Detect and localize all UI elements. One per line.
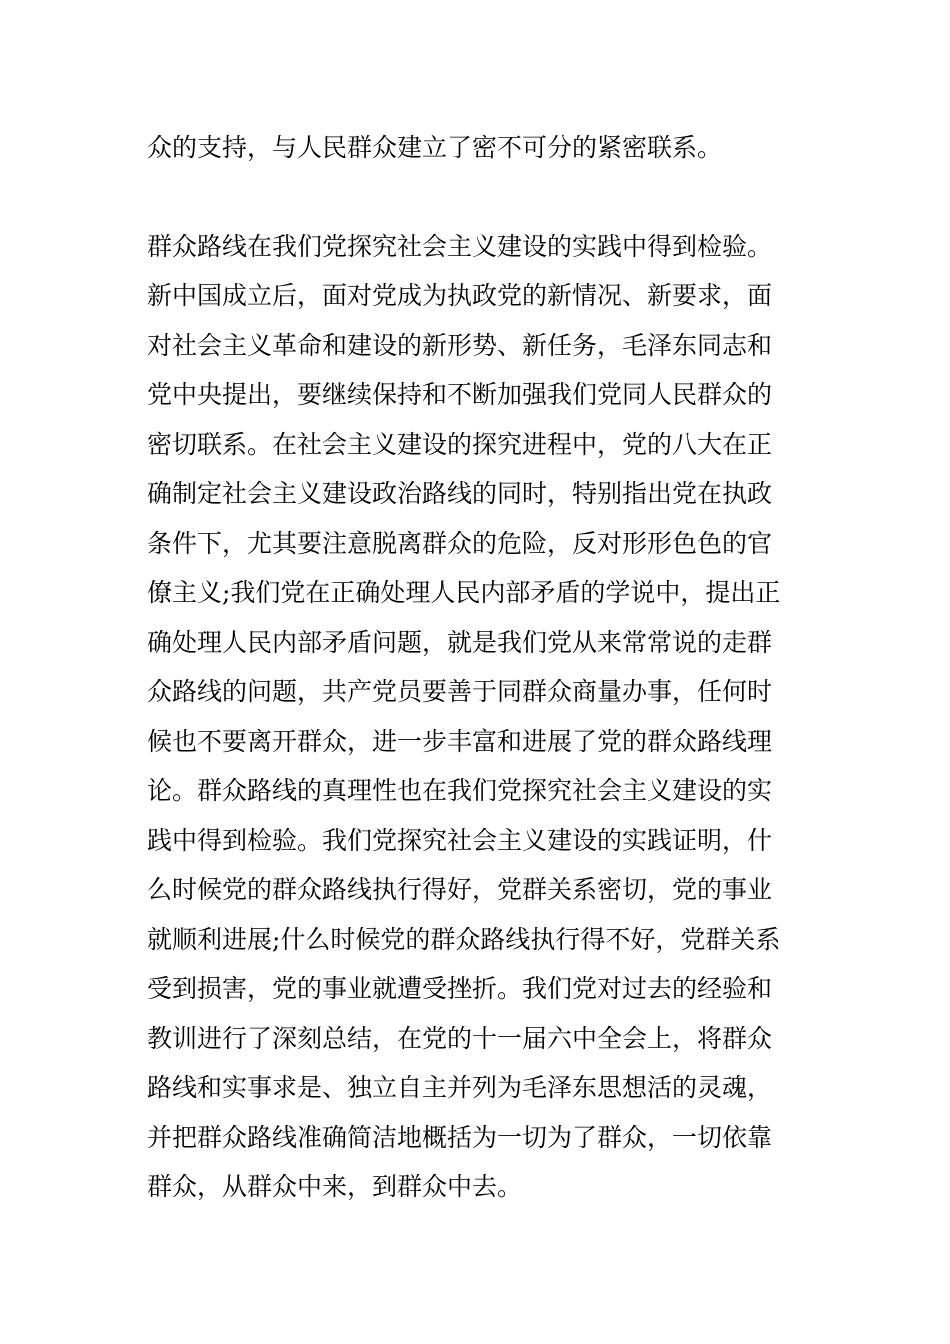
text-line: 论。群众路线的真理性也在我们党探究社会主义建设的实 xyxy=(147,776,773,805)
text-line: 就顺利进展;什么时候党的群众路线执行得不好，党群关系 xyxy=(147,925,781,954)
text-line: 并把群众路线准确简洁地概括为一切为了群众，一切依靠 xyxy=(147,1123,773,1152)
text-line: 候也不要离开群众，进一步丰富和进展了党的群众路线理 xyxy=(147,727,773,756)
text-line: 僚主义;我们党在正确处理人民内部矛盾的学说中，提出正 xyxy=(147,578,781,607)
text-line: 群众，从群众中来，到群众中去。 xyxy=(147,1172,523,1201)
text-line: 条件下，尤其要注意脱离群众的危险，反对形形色色的官 xyxy=(147,529,773,558)
text-line: 受到损害，党的事业就遭受挫折。我们党对过去的经验和 xyxy=(147,974,773,1003)
text-line: 对社会主义革命和建设的新形势、新任务，毛泽东同志和 xyxy=(147,331,773,360)
text-line: 众的支持，与人民群众建立了密不可分的紧密联系。 xyxy=(147,133,723,162)
text-line: 新中国成立后，面对党成为执政党的新情况、新要求，面 xyxy=(147,281,773,310)
text-line: 确制定社会主义建设政治路线的同时，特别指出党在执政 xyxy=(147,479,773,508)
text-line: 践中得到检验。我们党探究社会主义建设的实践证明，什 xyxy=(147,826,773,855)
text-line: 路线和实事求是、独立自主并列为毛泽东思想活的灵魂， xyxy=(147,1073,773,1102)
text-line: 党中央提出，要继续保持和不断加强我们党同人民群众的 xyxy=(147,380,773,409)
text-line: 群众路线在我们党探究社会主义建设的实践中得到检验。 xyxy=(147,232,773,261)
text-line: 确处理人民内部矛盾问题，就是我们党从来常常说的走群 xyxy=(147,628,773,657)
text-line: 密切联系。在社会主义建设的探究进程中，党的八大在正 xyxy=(147,430,773,459)
text-line: 教训进行了深刻总结，在党的十一届六中全会上，将群众 xyxy=(147,1024,773,1053)
text-line: 众路线的问题，共产党员要善于同群众商量办事，任何时 xyxy=(147,677,773,706)
text-line: 么时候党的群众路线执行得好，党群关系密切，党的事业 xyxy=(147,875,773,904)
